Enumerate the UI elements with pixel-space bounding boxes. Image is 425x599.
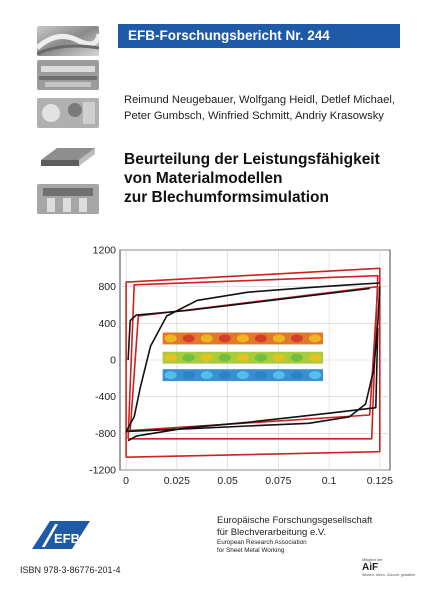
author-line-1: Reimund Neugebauer, Wolfgang Heidl, Detlef Michael, [124,94,395,106]
sidebar-image-strip [0,0,112,240]
efb-logo-text: EFB [54,531,80,546]
y-tick-label: -1200 [89,464,116,477]
inset-contour-spot [309,354,321,362]
org-name-de-1: Europäische Forschungsgesellschaft [217,515,373,526]
inset-contour-spot [309,335,321,343]
efb-logo [30,519,100,560]
org-name-de-2: für Blechverarbeitung e.V. [217,527,326,538]
inset-contour-spot [183,371,195,379]
aif-wordmark: AiF [362,562,379,573]
inset-contour-spot [183,354,195,362]
organization-block [217,515,387,554]
aif-logo [362,557,416,581]
thumbnail-press-machine [37,184,99,214]
inset-contour-spot [219,354,231,362]
title-line-1: Beurteilung der Leistungsfähigkeit [124,151,380,168]
inset-contour-spot [165,354,177,362]
inset-contour-spot [255,371,267,379]
report-title [124,150,414,207]
inset-contour-spot [237,371,249,379]
thumbnail-profile-part [37,140,99,170]
inset-contour-spot [255,354,267,362]
hysteresis-chart [82,240,400,500]
report-series-band: EFB-Forschungsbericht Nr. 244 [118,24,400,48]
y-tick-label: 0 [110,354,116,367]
inset-contour-spot [291,354,303,362]
org-name-en-2: for Sheet Metal Working [217,546,285,554]
x-tick-label: 0.05 [217,475,238,487]
inset-contour-spot [273,335,285,343]
x-tick-label: 0.1 [321,475,337,487]
inset-contour-spot [273,354,285,362]
inset-contour-spot [201,371,213,379]
title-line-2: von Materialmodellen [124,170,283,187]
y-tick-label: 400 [98,317,116,330]
inset-contour-spot [237,335,249,343]
inset-contour-spot [237,354,249,362]
thumbnail-sheet-metal-3 [37,98,99,128]
title-line-3: zur Blechumformsimulation [124,189,329,206]
x-tick-label: 0.025 [163,475,190,487]
y-tick-label: -800 [94,427,116,440]
y-tick-label: -400 [94,391,116,404]
inset-contour-spot [309,371,321,379]
inset-contour-spot [291,335,303,343]
inset-contour-spot [183,335,195,343]
inset-contour-spot [165,335,177,343]
y-tick-label: 800 [98,281,116,294]
thumbnail-sheet-metal-1 [37,26,99,56]
author-list [124,92,414,124]
aif-tagline: Wissen. Ideen. Zukunft. gestalten [362,573,416,577]
y-tick-label: 1200 [92,244,116,257]
isbn: ISBN 978-3-86776-201-4 [20,565,121,575]
thumbnail-sheet-metal-2 [37,60,99,90]
inset-contour-spot [273,371,285,379]
inset-contour-spot [201,354,213,362]
x-tick-label: 0.075 [265,475,292,487]
x-tick-label: 0 [123,475,130,487]
author-line-2: Peter Gumbsch, Winfried Schmitt, Andriy Krasowsky [124,110,384,122]
inset-contour-spot [219,335,231,343]
aif-member-label: Mitglied der [362,557,383,562]
inset-contour-spot [291,371,303,379]
x-tick-label: 0.125 [366,475,393,487]
inset-contour-spot [165,371,177,379]
inset-contour-spot [255,335,267,343]
inset-contour-spot [219,371,231,379]
org-name-en-1: European Research Association [217,539,307,546]
inset-contour-spot [201,335,213,343]
